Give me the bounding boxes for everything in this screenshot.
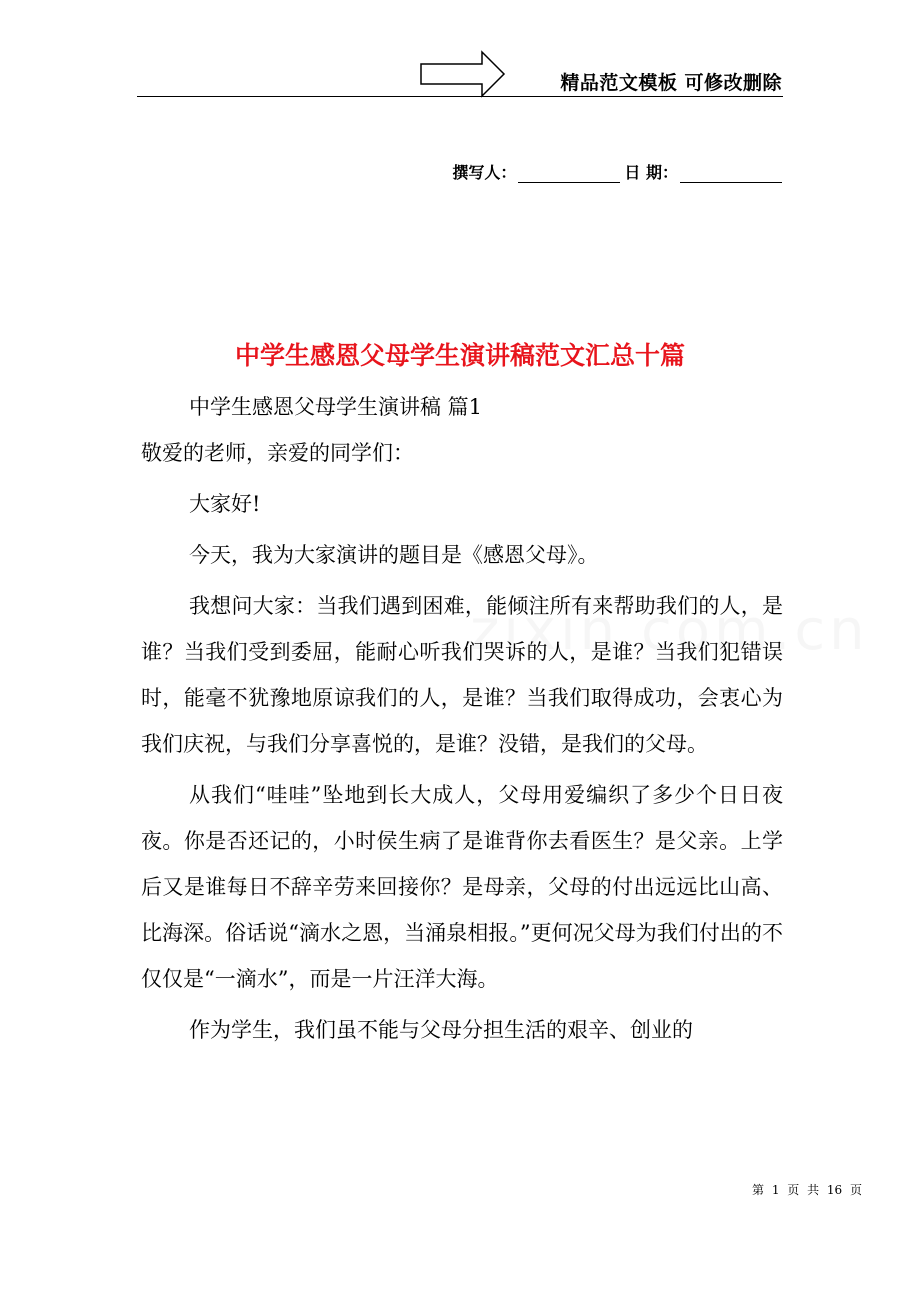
section-heading: 中学生感恩父母学生演讲稿 篇1 (189, 395, 483, 419)
paragraph-parents-love: 从我们“哇哇”坠地到长大成人，父母用爱编织了多少个日日夜夜。你是否还记的，小时侯生病了是谁背你去看医生？是父亲。上学后又是谁每日不辞辛劳来回接你？是母亲，父母的付出远远比山高、比海深。俗话说“滴水之恩，当涌泉相报。”更何况父母为我们付出的不仅仅是“一滴水”，而是一片汪洋大海。 (141, 783, 783, 991)
document-body (141, 384, 783, 1053)
paragraph-salutation: 敬爱的老师，亲爱的同学们： (141, 441, 414, 465)
date-blank (680, 164, 782, 183)
paragraph-as-students: 作为学生，我们虽不能与父母分担生活的艰辛、创业的 (189, 1018, 693, 1042)
header-divider (137, 96, 783, 97)
document-title: 中学生感恩父母学生演讲稿范文汇总十篇 (234, 341, 685, 370)
right-arrow-outline-icon (420, 50, 506, 98)
template-header-label: 精品范文模板 可修改删除 (560, 72, 782, 94)
paragraph-questions: 我想问大家：当我们遇到困难，能倾注所有来帮助我们的人，是谁？当我们受到委屈，能耐心听我们哭诉的人，是谁？当我们犯错误时，能毫不犹豫地原谅我们的人，是谁？当我们取得成功，会衷心为我们庆祝，与我们分享喜悦的，是谁？没错，是我们的父母。 (141, 594, 783, 756)
author-label: 撰写人： (452, 163, 517, 182)
author-blank (518, 164, 620, 183)
page-number: 第 1 页 共 16 页 (752, 1183, 862, 1197)
paragraph-topic: 今天，我为大家演讲的题目是《感恩父母》。 (189, 543, 599, 567)
date-label: 日 期： (624, 163, 678, 182)
author-date-line (452, 160, 782, 183)
paragraph-greeting: 大家好! (189, 492, 261, 516)
